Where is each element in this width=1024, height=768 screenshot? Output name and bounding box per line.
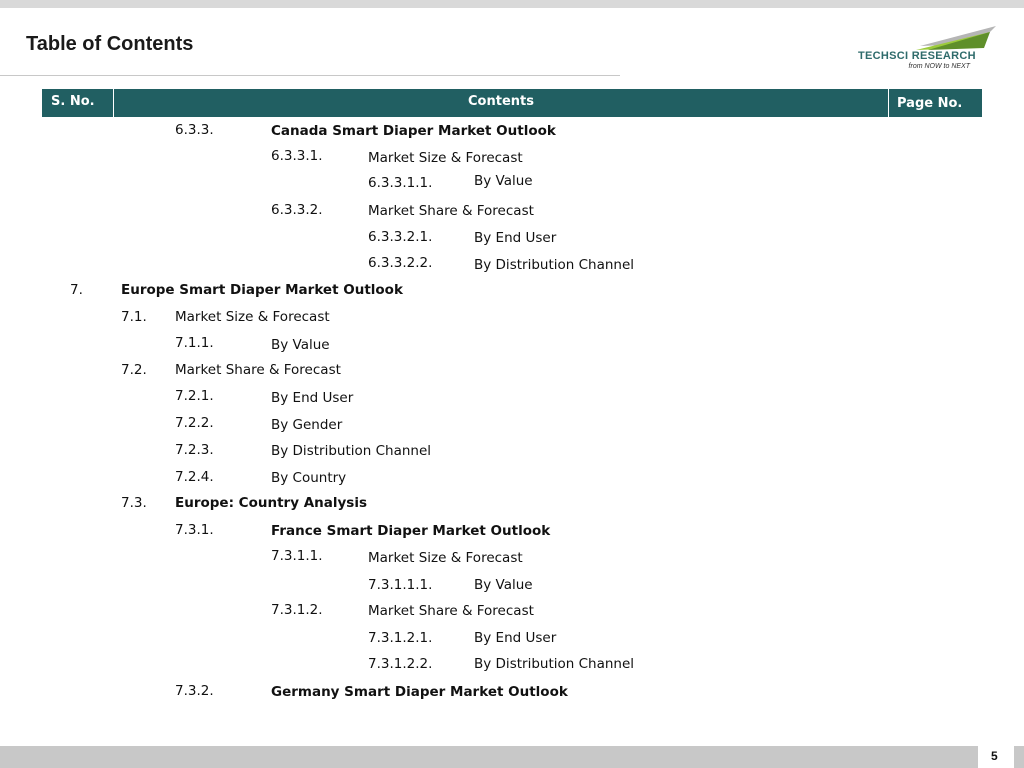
toc-entry [0, 522, 1024, 542]
toc-entry [0, 495, 1024, 515]
toc-entry-title: By Value [474, 577, 533, 593]
toc-entry [0, 577, 1024, 597]
logo-brand-name: TECHSCI RESEARCH [858, 50, 976, 62]
toc-entry-number: 7.3.1.1.1. [368, 577, 433, 593]
toc-entry [0, 229, 1024, 249]
toc-entry [0, 469, 1024, 489]
toc-entry-title: Germany Smart Diaper Market Outlook [271, 684, 568, 700]
toc-entry-number: 7.3.1.1. [271, 548, 323, 564]
toc-entry [0, 388, 1024, 408]
toc-entry [0, 656, 1024, 676]
toc-entry [0, 548, 1024, 568]
toc-entry [0, 415, 1024, 435]
header-sno-label: S. No. [51, 94, 95, 109]
toc-entry-title: Market Size & Forecast [368, 550, 523, 566]
toc-entry-title: By Distribution Channel [271, 443, 432, 459]
toc-entry-title: By Distribution Channel [474, 257, 635, 273]
toc-entry-title: Canada Smart Diaper Market Outlook [271, 123, 556, 139]
toc-entry-title: Market Size & Forecast [368, 150, 523, 166]
toc-entry-title: By Value [474, 173, 533, 189]
toc-entry [0, 202, 1024, 222]
toc-entry-title: By Gender [271, 417, 343, 433]
toc-entry-number: 7.3.1. [175, 522, 214, 538]
toc-entry [0, 362, 1024, 382]
toc-entry-title: By Country [271, 470, 347, 486]
toc-entry [0, 683, 1024, 703]
toc-entry-title: Europe Smart Diaper Market Outlook [121, 282, 403, 298]
header-contents-label: Contents [468, 94, 534, 109]
toc-entry-number: 7.3.1.2.2. [368, 656, 433, 672]
toc-entry-number: 6.3.3.1.1. [368, 175, 433, 191]
toc-entry-title: Market Share & Forecast [368, 603, 534, 619]
toc-entry-number: 6.3.3.2.2. [368, 255, 433, 271]
toc-entry-title: Europe: Country Analysis [175, 495, 367, 511]
toc-entry-number: 7. [70, 282, 83, 298]
toc-entry-title: By Distribution Channel [474, 656, 635, 672]
toc-entry-number: 6.3.3.1. [271, 148, 323, 164]
toc-entry-number: 7.1.1. [175, 335, 214, 351]
toc-entry-title: By End User [474, 630, 557, 646]
toc-entry-title: France Smart Diaper Market Outlook [271, 523, 551, 539]
toc-entry-number: 7.2. [121, 362, 147, 378]
toc-entry-number: 7.3.1.2. [271, 602, 323, 618]
toc-entry [0, 255, 1024, 275]
toc-entry-number: 7.3. [121, 495, 147, 511]
toc-entry-number: 6.3.3.2. [271, 202, 323, 218]
toc-entry [0, 309, 1024, 329]
toc-entry-number: 7.3.1.2.1. [368, 630, 433, 646]
toc-entry [0, 148, 1024, 168]
toc-entry-number: 7.2.1. [175, 388, 214, 404]
toc-entry-number: 7.2.3. [175, 442, 214, 458]
toc-entry-number: 7.2.4. [175, 469, 214, 485]
toc-entry-title: By End User [474, 230, 557, 246]
toc-entry [0, 175, 1024, 195]
toc-entry [0, 335, 1024, 355]
toc-entry [0, 442, 1024, 462]
toc-entry [0, 630, 1024, 650]
toc-entry-number: 6.3.3. [175, 122, 214, 138]
header-page-label: Page No. [897, 96, 963, 111]
toc-entry [0, 122, 1024, 142]
page-title: Table of Contents [26, 33, 194, 55]
footer-bar [0, 746, 1024, 768]
toc-entry-title: Market Share & Forecast [368, 203, 534, 219]
toc-entry-number: 6.3.3.2.1. [368, 229, 433, 245]
toc-entry-number: 7.2.2. [175, 415, 214, 431]
toc-entry [0, 282, 1024, 302]
logo-tagline: from NOW to NEXT [908, 63, 970, 70]
page-number-box [978, 742, 1014, 768]
toc-entry-title: Market Size & Forecast [175, 309, 330, 325]
toc-entry [0, 602, 1024, 622]
toc-entry-number: 7.3.2. [175, 683, 214, 699]
toc-entry-title: By End User [271, 390, 354, 406]
toc-entry-title: By Value [271, 337, 330, 353]
page-number: 5 [991, 749, 998, 763]
toc-entry-title: Market Share & Forecast [175, 362, 341, 378]
toc-entry-number: 7.1. [121, 309, 147, 325]
